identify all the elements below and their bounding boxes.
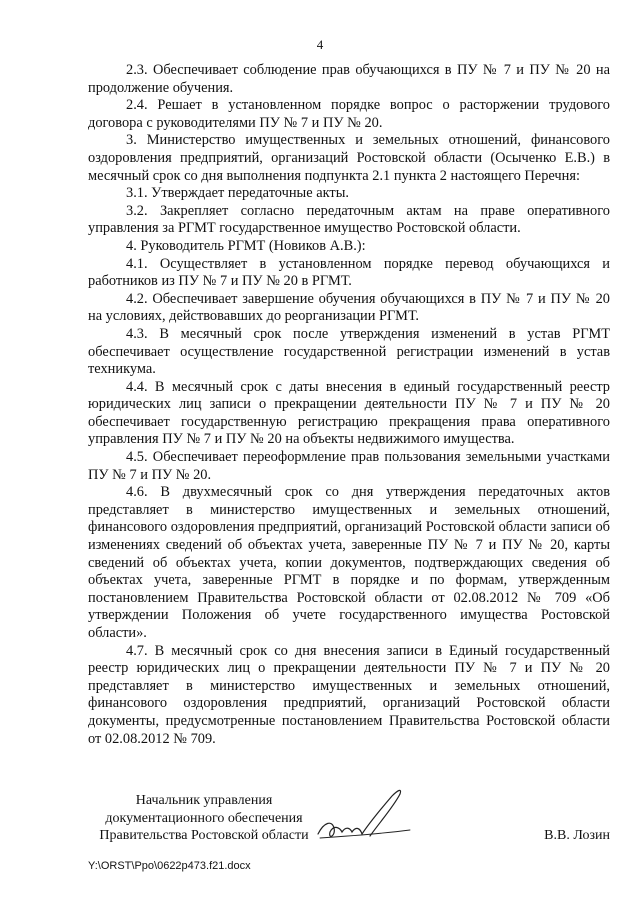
paragraph-2-4: 2.4. Решает в установленном порядке вопрос о расторжении трудового договора с руководителями ПУ № 7 и ПУ № 20. [88, 97, 610, 131]
signatory-title-line-2: документационного обеспечения [105, 810, 303, 826]
paragraph-4-1: 4.1. Осуществляет в установленном порядке перевод обучающихся и работников из ПУ № 7 и ПУ № 20 в РГМТ. [88, 255, 610, 290]
paragraph-4-5: 4.5. Обеспечивает переоформление прав пользования земельными участками ПУ № 7 и ПУ № 20. [88, 449, 610, 483]
file-path-footer: Y:\ORST\Ppo\0622p473.f21.docx [88, 860, 251, 872]
paragraph-2-3: 2.3. Обеспечивает соблюдение прав обучающихся в ПУ № 7 и ПУ № 20 на продолжение обучения. [88, 62, 610, 96]
signatory-title-line-3: Правительства Ростовской области [99, 828, 309, 843]
paragraph-3-2: 3.2. Закрепляет согласно передаточным актам на праве оперативного управления за РГМТ государственное имущество Ростовской области. [88, 202, 610, 237]
signatory-title [90, 792, 318, 845]
paragraph-4-4: 4.4. В месячный срок с даты внесения в единый государственный реестр юридических лиц записи о прекращении деятельности ПУ № 7 и ПУ № 20 обеспечивает государственную регистрацию прекращения права оперативного управления ПУ № 7 и ПУ № 20 на объекты недвижимого имущества. [88, 378, 610, 448]
signatory-name: В.В. Лозин [544, 828, 610, 843]
paragraph-4-2: 4.2. Обеспечивает завершение обучения обучающихся в ПУ № 7 и ПУ № 20 на условиях, действовавших до реорганизации РГМТ. [88, 290, 610, 325]
paragraph-3: 3. Министерство имущественных и земельных отношений, финансового оздоровления предприятий, организаций Ростовской области (Осыченко Е.В.) в месячный срок со дня выполнения подпункта 2.1 пункта 2 настоящего Перечня: [88, 132, 610, 184]
paragraph-4-6: 4.6. В двухмесячный срок со дня утверждения передаточных актов представляет в министерство имущественных и земельных отношений, финансового оздоровления предприятий, организаций Ростовской области записи об изменениях сведений об объектах учета, заверенные ПУ № 7 и ПУ № 20, карты сведений об объектах учета, копии документов, подтверждающих сведения об объектах учета, заверенные РГМТ в порядке и по формам, утвержденным постановлением Правительства Ростовской области от 02.08.2012 № 709 «Об утверждении Положения об учете государственного имущества Ростовской области». [88, 484, 610, 641]
page-number: 4 [316, 37, 324, 52]
paragraph-4-3: 4.3. В месячный срок после утверждения изменений в устав РГМТ обеспечивает осуществление государственной регистрации изменений в устав техникума. [88, 325, 610, 378]
signatory-title-line-1: Начальник управления [135, 793, 273, 808]
document-body [88, 62, 610, 748]
paragraph-3-1: 3.1. Утверждает передаточные акты. [126, 185, 349, 202]
paragraph-4-7: 4.7. В месячный срок со дня внесения записи в Единый государственный реестр юридических лиц о прекращении деятельности ПУ № 7 и ПУ № 20 представляет в министерство имущественных и земельных отношений, финансового оздоровления предприятий, организаций Ростовской области документы, предусмотренные постановлением Правительства Ростовской области от 02.08.2012 № 709. [88, 642, 610, 747]
paragraph-4: 4. Руководитель РГМТ (Новиков А.В.): [126, 237, 366, 254]
handwritten-signature [310, 782, 420, 852]
